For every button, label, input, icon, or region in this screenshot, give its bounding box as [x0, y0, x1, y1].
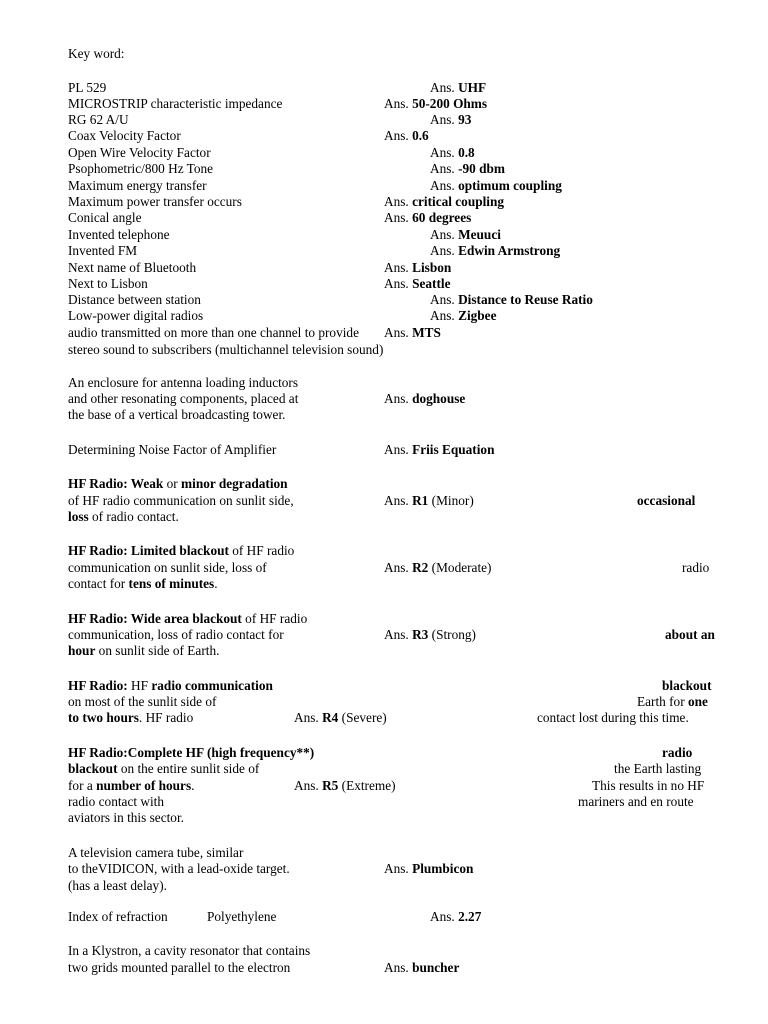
r2-right-text: radio — [682, 560, 710, 575]
plumbicon-answer: Ans. Plumbicon — [384, 861, 474, 876]
answer: Ans. 0.8 — [430, 145, 475, 160]
plumbicon-line: (has a least delay). — [68, 878, 167, 893]
r1-line: loss of radio contact. — [68, 509, 179, 524]
question: RG 62 A/U — [68, 112, 129, 127]
answer: Ans. Lisbon — [384, 260, 452, 275]
answer: Ans. Zigbee — [430, 308, 497, 323]
heading: Key word: — [68, 46, 125, 61]
answer: Ans. Meuuci — [430, 227, 501, 242]
r5-answer: Ans. R5 (Extreme) — [294, 778, 396, 793]
r5-line: radio contact with — [68, 794, 164, 809]
question-continued: stereo sound to subscribers (multichannel television sound) — [68, 342, 384, 357]
r2-line: communication on sunlit side, loss of — [68, 560, 267, 575]
r4-line: to two hours. HF radio — [68, 710, 194, 725]
r1-line: of HF radio communication on sunlit side, — [68, 493, 294, 508]
question: Next name of Bluetooth — [68, 260, 197, 275]
question: Conical angle — [68, 210, 142, 225]
doghouse-line: and other resonating components, placed at — [68, 391, 299, 406]
klystron-answer: Ans. buncher — [384, 960, 460, 975]
answer: Ans. UHF — [430, 80, 487, 95]
question: audio transmitted on more than one channel to provide — [68, 325, 359, 340]
question: Open Wire Velocity Factor — [68, 145, 211, 160]
r5-right-text: This results in no HF — [592, 778, 705, 793]
friis-question: Determining Noise Factor of Amplifier — [68, 442, 277, 457]
r1-answer: Ans. R1 (Minor) — [384, 493, 474, 508]
r4-answer: Ans. R4 (Severe) — [294, 710, 387, 725]
klystron-line: In a Klystron, a cavity resonator that contains — [68, 943, 311, 958]
r3-answer: Ans. R3 (Strong) — [384, 627, 476, 642]
question: PL 529 — [68, 80, 107, 95]
answer: Ans. optimum coupling — [430, 178, 562, 193]
r2-title: HF Radio: Limited blackout of HF radio — [68, 543, 295, 558]
question: MICROSTRIP characteristic impedance — [68, 96, 283, 111]
r5-right-text: radio — [662, 745, 693, 760]
answer: Ans. 0.6 — [384, 128, 429, 143]
r3-right-text: about an — [665, 627, 715, 642]
question: Low-power digital radios — [68, 308, 204, 323]
answer: Ans. Edwin Armstrong — [430, 243, 561, 258]
friis-answer: Ans. Friis Equation — [384, 442, 495, 457]
question: Distance between station — [68, 292, 201, 307]
answer: Ans. Seattle — [384, 276, 451, 291]
r5-line: aviators in this sector. — [68, 810, 184, 825]
question: Psophometric/800 Hz Tone — [68, 161, 214, 176]
question: Maximum power transfer occurs — [68, 194, 242, 209]
r4-title: HF Radio: HF radio communication — [68, 678, 273, 693]
r3-line: hour on sunlit side of Earth. — [68, 643, 220, 658]
r1-right-text: occasional — [637, 493, 696, 508]
r5-line: for a number of hours. — [68, 778, 195, 793]
r3-title: HF Radio: Wide area blackout of HF radio — [68, 611, 308, 626]
doghouse-line: An enclosure for antenna loading inductors — [68, 375, 299, 390]
r2-answer: Ans. R2 (Moderate) — [384, 560, 492, 575]
answer: Ans. MTS — [384, 325, 441, 340]
answer: Ans. 93 — [430, 112, 472, 127]
r2-line: contact for tens of minutes. — [68, 576, 218, 591]
r5-title: HF Radio:Complete HF (high frequency**) — [68, 745, 315, 760]
r4-right-text: contact lost during this time. — [537, 710, 689, 725]
question: Coax Velocity Factor — [68, 128, 181, 143]
doghouse-answer: Ans. doghouse — [384, 391, 466, 406]
plumbicon-line: A television camera tube, similar — [68, 845, 244, 860]
r4-right-text: blackout — [662, 678, 712, 693]
r5-right-text: mariners and en route — [578, 794, 694, 809]
answer: Ans. critical coupling — [384, 194, 505, 209]
doghouse-line: the base of a vertical broadcasting tower. — [68, 407, 286, 422]
r4-right-text: Earth for one — [637, 694, 708, 709]
r5-right-text: the Earth lasting — [614, 761, 702, 776]
r5-line: blackout on the entire sunlit side of — [68, 761, 260, 776]
question: Invented telephone — [68, 227, 170, 242]
answer: Ans. Distance to Reuse Ratio — [430, 292, 593, 307]
question: Invented FM — [68, 243, 138, 258]
r1-title: HF Radio: Weak or minor degradation — [68, 476, 288, 491]
answer: Ans. -90 dbm — [430, 161, 505, 176]
plumbicon-line: to theVIDICON, with a lead-oxide target. — [68, 861, 290, 876]
question: Maximum energy transfer — [68, 178, 207, 193]
refraction-material: Polyethylene — [207, 909, 277, 924]
r4-line: on most of the sunlit side of — [68, 694, 217, 709]
question: Next to Lisbon — [68, 276, 148, 291]
r3-line: communication, loss of radio contact for — [68, 627, 284, 642]
answer: Ans. 60 degrees — [384, 210, 472, 225]
refraction-answer: Ans. 2.27 — [430, 909, 482, 924]
answer: Ans. 50-200 Ohms — [384, 96, 488, 111]
refraction-question: Index of refraction — [68, 909, 168, 924]
klystron-line: two grids mounted parallel to the electron — [68, 960, 291, 975]
